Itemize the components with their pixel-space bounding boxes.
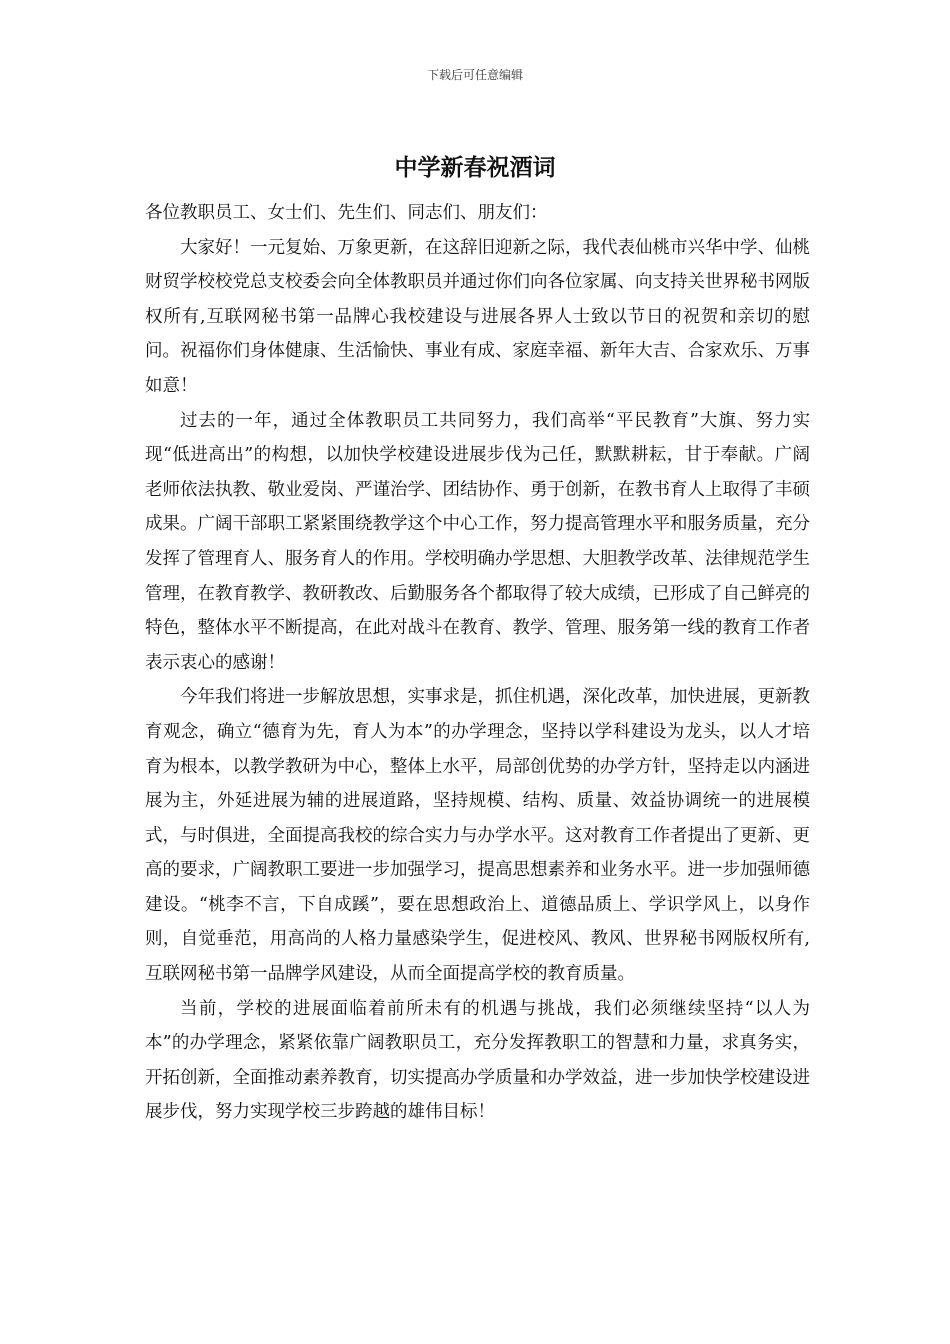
salutation: 各位教职员工、女士们、先生们、同志们、朋友们： bbox=[145, 203, 548, 223]
paragraph-1: 大家好！一元复始、万象更新，在这辞旧迎新之际，我代表仙桃市兴华中学、仙桃财贸学校校党总支校委会向全体教职员并通过你们向各位家属、向支持关世界秘书网版权所有,互联网秘书第一品牌心我校建设与进展各界人士致以节日的祝贺和亲切的慰问。祝福你们身体健康、生活愉快、事业有成、家庭幸福、新年大吉、合家欢乐、万事如意！ bbox=[145, 237, 810, 396]
document-title: 中学新春祝酒词 bbox=[394, 154, 556, 181]
header-note: 下载后可任意编辑 bbox=[426, 68, 523, 82]
paragraph-2: 过去的一年，通过全体教职员工共同努力，我们高举“平民教育”大旗、努力实现“低进高出”的构想，以加快学校建设进展步伐为己任，默默耕耘，甘于奉献。广阔老师依法执教、敬业爱岗、严谨治学、团结协作、勇于创新，在教书育人上取得了丰硕成果。广阔干部职工紧紧围绕教学这个中心工作，努力提高管理水平和服务质量，充分发挥了管理育人、服务育人的作用。学校明确办学思想、大胆教学改革、法律规范学生管理，在教育教学、教研教改、后勤服务各个都取得了较大成绩，已形成了自己鲜亮的特色，整体水平不断提高，在此对战斗在教育、教学、管理、服务第一线的教育工作者表示衷心的感谢！ bbox=[145, 410, 810, 673]
document-body bbox=[145, 196, 810, 1130]
paragraph-3: 今年我们将进一步解放思想，实事求是，抓住机遇，深化改革，加快进展，更新教育观念，确立“德育为先，育人为本”的办学理念，坚持以学科建设为龙头，以人才培育为根本，以教学教研为中心，整体上水平，局部创优势的办学方针，坚持走以内涵进展为主，外延进展为辅的进展道路，坚持规模、结构、质量、效益协调统一的进展模式，与时俱进，全面提高我校的综合实力与办学水平。这对教育工作者提出了更新、更高的要求，广阔教职工要进一步加强学习，提高思想素养和业务水平。进一步加强师德建设。“桃李不言，下自成蹊”，要在思想政治上、道德品质上、学识学风上，以身作则，自觉垂范，用高尚的人格力量感染学生，促进校风、教风、世界秘书网版权所有,互联网秘书第一品牌学风建设，从而全面提高学校的教育质量。 bbox=[145, 687, 810, 985]
paragraph-4: 当前，学校的进展面临着前所未有的机遇与挑战，我们必须继续坚持“以人为本”的办学理念，紧紧依靠广阔教职员工，充分发挥教职工的智慧和力量，求真务实，开拓创新，全面推动素养教育，切实提高办学质量和办学效益，进一步加快学校建设进展步伐，努力实现学校三步跨越的雄伟目标！ bbox=[145, 998, 810, 1123]
